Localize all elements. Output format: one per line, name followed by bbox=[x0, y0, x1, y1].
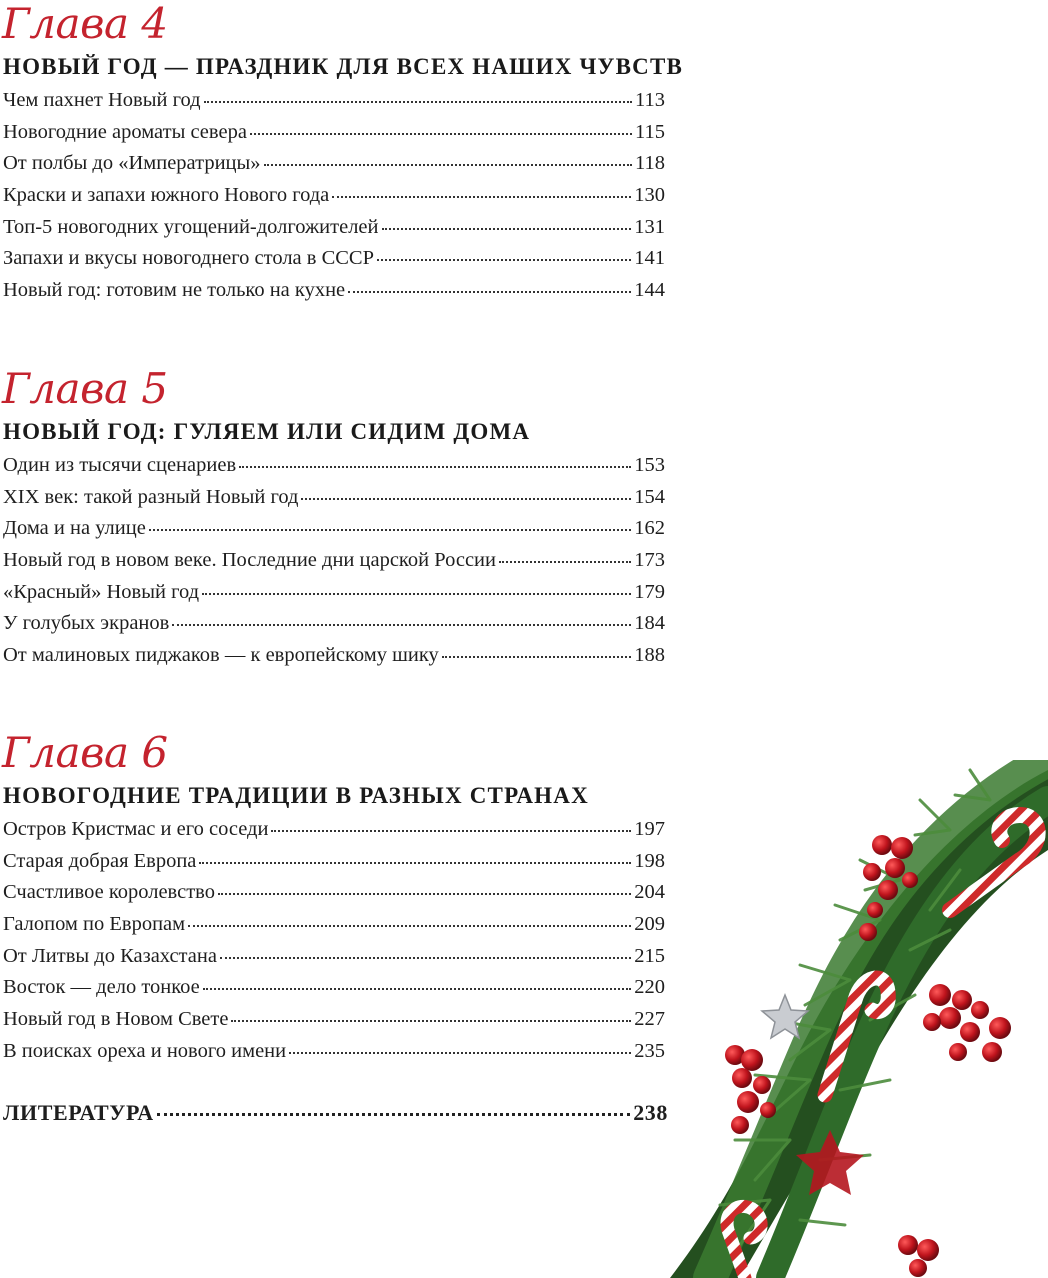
leader-dots bbox=[149, 528, 631, 531]
toc-entry-title: Новый год в новом веке. Последние дни царской России bbox=[3, 549, 496, 572]
chapter-title: НОВЫЙ ГОД — ПРАЗДНИК ДЛЯ ВСЕХ НАШИХ ЧУВСТВ bbox=[3, 54, 684, 79]
toc-entry-page: 141 bbox=[634, 247, 665, 270]
leader-dots bbox=[172, 623, 631, 626]
chapter-label: Глава 4 bbox=[2, 0, 168, 48]
toc-entry-title: Новый год: готовим не только на кухне bbox=[3, 279, 346, 302]
leader-dots bbox=[231, 1019, 631, 1022]
toc-entry[interactable] bbox=[0, 148, 665, 180]
toc-entry-title: Галопом по Европам bbox=[3, 913, 186, 936]
toc-entry[interactable] bbox=[0, 608, 665, 640]
leader-dots bbox=[442, 655, 631, 658]
toc-entry-title: «Красный» Новый год bbox=[3, 580, 200, 603]
toc-entry[interactable] bbox=[0, 212, 665, 244]
leader-dots bbox=[218, 892, 631, 895]
toc-entry-page: 153 bbox=[634, 454, 665, 476]
toc-entry[interactable] bbox=[0, 941, 665, 973]
leader-dots bbox=[203, 987, 632, 990]
toc-entry[interactable] bbox=[0, 275, 665, 307]
toc-entry-title: Краски и запахи южного Нового года bbox=[3, 184, 330, 207]
leader-dots bbox=[348, 290, 631, 293]
chapter-label: Глава 6 bbox=[2, 728, 168, 777]
toc-entry-page: 115 bbox=[635, 120, 665, 143]
toc-entry-title: Один из тысячи сценариев bbox=[3, 454, 237, 476]
toc-entry-page: 130 bbox=[634, 184, 665, 207]
chapter-6 bbox=[0, 729, 665, 1068]
toc-entry[interactable] bbox=[0, 513, 665, 545]
toc-entry-title: Чем пахнет Новый год bbox=[3, 89, 201, 111]
toc-entry[interactable] bbox=[0, 640, 665, 672]
toc-entry-page: 179 bbox=[634, 580, 665, 603]
literature-entry[interactable] bbox=[0, 1095, 668, 1131]
toc-entry-title: В поисках ореха и нового имени bbox=[3, 1039, 287, 1062]
toc-entry-title: Старая добрая Европа bbox=[3, 849, 197, 872]
leader-dots bbox=[220, 956, 631, 959]
toc-entry[interactable] bbox=[0, 846, 665, 878]
toc-entry-title: Дома и на улице bbox=[3, 517, 146, 540]
toc-entry[interactable] bbox=[0, 1036, 665, 1068]
leader-dots bbox=[188, 924, 631, 927]
leader-dots bbox=[250, 132, 632, 135]
toc-entry-page: 131 bbox=[634, 215, 665, 238]
toc-entry-page: 113 bbox=[635, 89, 665, 111]
toc-entry-title: Новый год в Новом Свете bbox=[3, 1008, 229, 1031]
pine-branches bbox=[670, 760, 1048, 1278]
literature-title: ЛИТЕРАТУРА bbox=[3, 1100, 154, 1125]
leader-dots bbox=[204, 100, 632, 103]
toc-entry-title: От полбы до «Императрицы» bbox=[3, 152, 261, 175]
leader-dots bbox=[239, 465, 631, 468]
toc-entry-page: 198 bbox=[634, 849, 665, 872]
leader-dots bbox=[157, 1112, 630, 1116]
toc-entry-page: 118 bbox=[635, 152, 665, 175]
toc-entry[interactable] bbox=[0, 814, 665, 846]
toc-entry-page: 144 bbox=[634, 279, 665, 302]
leader-dots bbox=[202, 592, 631, 595]
toc-entry[interactable] bbox=[0, 877, 665, 909]
chapter-4 bbox=[0, 0, 684, 307]
toc-entry-page: 173 bbox=[634, 549, 665, 572]
toc-entry[interactable] bbox=[0, 1004, 665, 1036]
toc-entry[interactable] bbox=[0, 85, 665, 117]
toc-entry-page: 154 bbox=[634, 485, 665, 508]
toc-entry-page: 197 bbox=[634, 818, 665, 840]
toc-entry[interactable] bbox=[0, 482, 665, 514]
toc-entry[interactable] bbox=[0, 545, 665, 577]
toc-entry-title: Счастливое королевство bbox=[3, 881, 215, 904]
toc-entry-title: Восток — дело тонкое bbox=[3, 976, 200, 999]
leader-dots bbox=[199, 861, 631, 864]
toc-entry[interactable] bbox=[0, 450, 665, 482]
toc-entry-page: 209 bbox=[634, 913, 665, 936]
chapter-5 bbox=[0, 365, 665, 672]
toc-entry-page: 220 bbox=[634, 976, 665, 999]
literature-page: 238 bbox=[633, 1100, 668, 1125]
leader-dots bbox=[499, 560, 631, 563]
leader-dots bbox=[271, 829, 631, 832]
leader-dots bbox=[301, 497, 631, 500]
toc-entry-page: 162 bbox=[634, 517, 665, 540]
toc-entry[interactable] bbox=[0, 577, 665, 609]
toc-entry[interactable] bbox=[0, 180, 665, 212]
toc-entry[interactable] bbox=[0, 243, 665, 275]
toc-entry-title: Остров Кристмас и его соседи bbox=[3, 818, 269, 840]
chapter-label: Глава 5 bbox=[2, 364, 168, 413]
toc-entry-title: Запахи и вкусы новогоднего стола в СССР bbox=[3, 247, 374, 270]
toc-entry-title: Новогодние ароматы севера bbox=[3, 120, 247, 143]
leader-dots bbox=[264, 163, 632, 166]
toc-entry-page: 204 bbox=[634, 881, 665, 904]
toc-entry-page: 184 bbox=[634, 612, 665, 635]
toc-entry-title: Топ-5 новогодних угощений-долгожителей bbox=[3, 215, 379, 238]
toc-entry[interactable] bbox=[0, 909, 665, 941]
toc-entry-page: 215 bbox=[634, 944, 665, 967]
chapter-title: НОВЫЙ ГОД: ГУЛЯЕМ ИЛИ СИДИМ ДОМА bbox=[3, 419, 531, 444]
christmas-wreath-icon bbox=[650, 760, 1048, 1278]
toc-entry-title: У голубых экранов bbox=[3, 612, 170, 635]
leader-dots bbox=[332, 195, 631, 198]
toc-entry[interactable] bbox=[0, 117, 665, 149]
toc-entry-page: 188 bbox=[634, 644, 665, 667]
toc-entry-page: 235 bbox=[634, 1039, 665, 1062]
toc-entry-page: 227 bbox=[634, 1008, 665, 1031]
leader-dots bbox=[382, 227, 632, 230]
leader-dots bbox=[377, 258, 631, 261]
chapter-title: НОВОГОДНИЕ ТРАДИЦИИ В РАЗНЫХ СТРАНАХ bbox=[3, 783, 589, 808]
toc-entry[interactable] bbox=[0, 972, 665, 1004]
toc-entry-title: От Литвы до Казахстана bbox=[3, 944, 217, 967]
toc-entry-title: XIX век: такой разный Новый год bbox=[3, 485, 299, 508]
toc-entry-title: От малиновых пиджаков — к европейскому шику bbox=[3, 644, 439, 667]
leader-dots bbox=[289, 1051, 631, 1054]
